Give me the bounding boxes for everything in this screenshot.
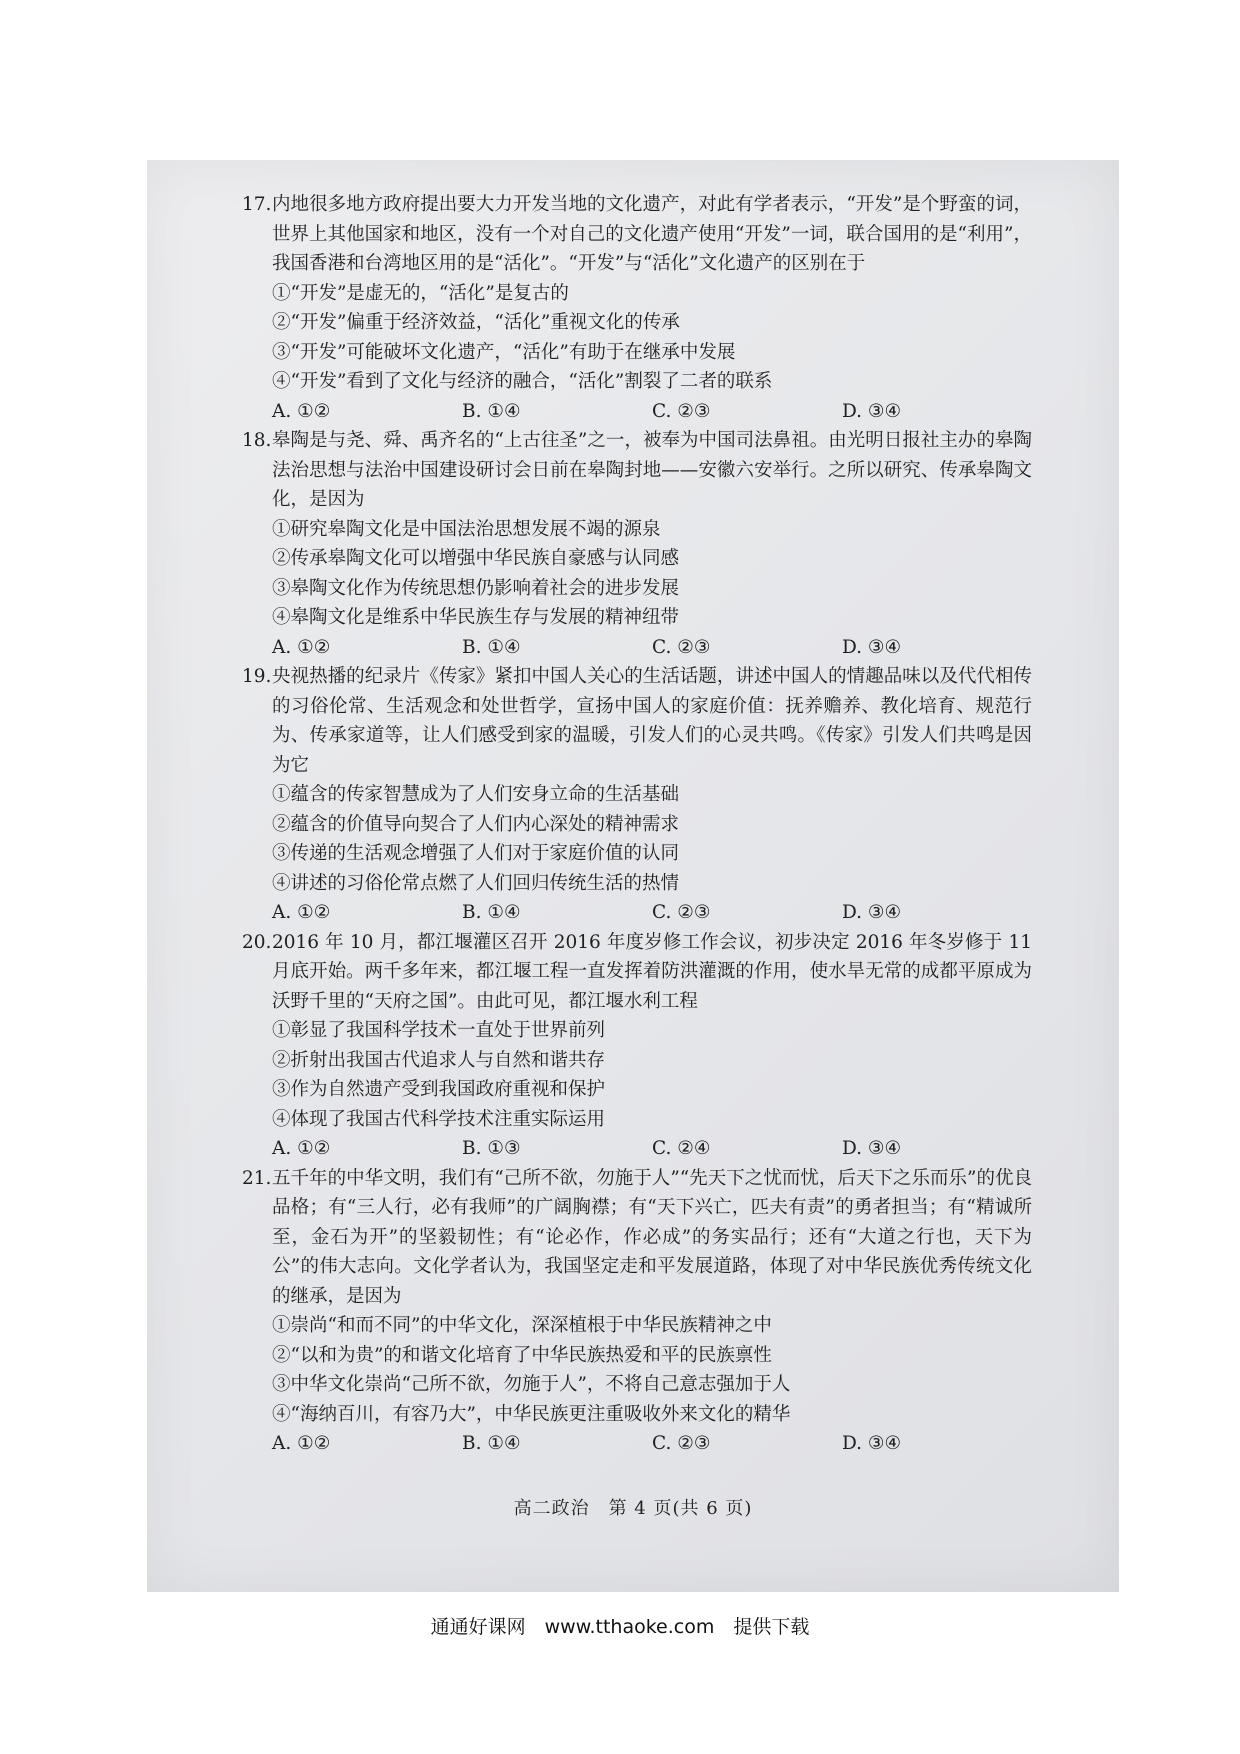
question-stem [242, 190, 1032, 279]
answer-c: C. ②④ [652, 1138, 711, 1159]
question-19 [242, 662, 1032, 928]
option-2: ②传承皋陶文化可以增强中华民族自豪感与认同感 [272, 548, 680, 569]
option-1: ①彰显了我国科学技术一直处于世界前列 [272, 1020, 606, 1041]
question-21 [242, 1164, 1032, 1459]
option-3: ③“开发”可能破坏文化遗产，“活化”有助于在继承中发展 [272, 341, 736, 363]
exam-page-photo [147, 160, 1119, 1592]
answer-choices [272, 898, 1032, 928]
answer-b: B. ①③ [462, 1138, 521, 1159]
question-text: 皋陶是与尧、舜、禹齐名的“上古往圣”之一，被奉为中国司法鼻祖。由光明日报社主办的皋陶法治思想与法治中国建设研讨会日前在皋陶封地——安徽六安举行。之所以研究、传承皋陶文化，是因为 [272, 430, 1032, 510]
option-3: ③皋陶文化作为传统思想仍影响着社会的进步发展 [272, 577, 680, 599]
option-4: ④皋陶文化是维系中华民族生存与发展的精神纽带 [272, 607, 680, 628]
question-number: 20. [242, 931, 272, 953]
answer-d: D. ③④ [842, 902, 902, 923]
option-3: ③传递的生活观念增强了人们对于家庭价值的认同 [272, 843, 680, 864]
option-1: ①崇尚“和而不同”的中华文化，深深植根于中华民族精神之中 [272, 1315, 772, 1336]
answer-choices [272, 1134, 1032, 1164]
question-text: 2016 年 10 月，都江堰灌区召开 2016 年度岁修工作会议，初步决定 2016 年冬岁修于 11 月底开始。两千多年来，都江堰工程一直发挥着防洪灌溉的作用，使水旱无常的成都平原成为沃野千里的“天府之国”。由此可见，都江堰水利工程 [272, 931, 1032, 1012]
option-4: ④讲述的习俗伦常点燃了人们回归传统生活的热情 [272, 872, 680, 894]
answer-choices [272, 633, 1032, 663]
answer-c: C. ②③ [652, 400, 711, 422]
answer-b: B. ①④ [462, 636, 521, 658]
question-number: 18. [242, 430, 272, 451]
question-stem [242, 1164, 1032, 1312]
option-4: ④“开发”看到了文化与经济的融合，“活化”割裂了二者的联系 [272, 371, 773, 392]
answer-d: D. ③④ [842, 400, 902, 422]
answer-b: B. ①④ [462, 400, 521, 422]
answer-d: D. ③④ [842, 636, 902, 658]
question-20 [242, 928, 1032, 1164]
question-text: 五千年的中华文明，我们有“己所不欲，勿施于人”“先天下之忧而忧，后天下之乐而乐”的优良品格；有“三人行，必有我师”的广阔胸襟；有“天下兴亡，匹夫有责”的勇者担当；有“精诚所至，金石为开”的坚毅韧性；有“论必作，作必成”的务实品行；还有“大道之行也，天下为公”的伟大志向。文化学者认为，我国坚定走和平发展道路，体现了对中华民族优秀传统文化的继承，是因为 [272, 1167, 1032, 1307]
option-1: ①研究皋陶文化是中国法治思想发展不竭的源泉 [272, 518, 661, 540]
answer-a: A. ①② [272, 636, 331, 658]
option-2: ②“以和为贵”的和谐文化培育了中华民族热爱和平的民族禀性 [272, 1344, 772, 1366]
option-1: ①“开发”是虚无的，“活化”是复古的 [272, 282, 569, 304]
answer-c: C. ②③ [652, 902, 711, 923]
answer-choices [272, 1429, 1032, 1459]
answer-b: B. ①④ [462, 902, 521, 923]
option-2: ②“开发”偏重于经济效益，“活化”重视文化的传承 [272, 312, 680, 333]
answer-choices [272, 397, 1032, 427]
question-text: 央视热播的纪录片《传家》紧扣中国人关心的生活话题，讲述中国人的情趣品味以及代代相传的习俗伦常、生活观念和处世哲学，宣扬中国人的家庭价值：抚养赡养、教化培育、规范行为、传承家道等，让人们感受到家的温暖，引发人们的心灵共鸣。《传家》引发人们共鸣是因为它 [272, 666, 1032, 776]
option-4: ④“海纳百川，有容乃大”，中华民族更注重吸收外来文化的精华 [272, 1403, 791, 1425]
site-credit: 通通好课网 www.tthaoke.com 提供下载 [430, 1616, 810, 1638]
question-number: 17. [242, 194, 272, 215]
answer-a: A. ①② [272, 1138, 331, 1159]
page-footer: 高二政治 第 4 页(共 6 页) [513, 1498, 753, 1519]
question-18 [242, 426, 1032, 662]
answer-d: D. ③④ [842, 1433, 902, 1454]
answer-a: A. ①② [272, 400, 331, 422]
question-stem [242, 662, 1032, 780]
question-17 [242, 190, 1032, 426]
question-text: 内地很多地方政府提出要大力开发当地的文化遗产，对此有学者表示，“开发”是个野蛮的词，世界上其他国家和地区，没有一个对自己的文化遗产使用“开发”一词，联合国用的是“利用”，我国香港和台湾地区用的是“活化”。“开发”与“活化”文化遗产的区别在于 [272, 194, 1032, 274]
answer-b: B. ①④ [462, 1433, 521, 1454]
option-2: ②蕴含的价值导向契合了人们内心深处的精神需求 [272, 813, 680, 835]
question-stem [242, 928, 1032, 1017]
option-1: ①蕴含的传家智慧成为了人们安身立命的生活基础 [272, 784, 680, 805]
option-4: ④体现了我国古代科学技术注重实际运用 [272, 1108, 606, 1130]
option-2: ②折射出我国古代追求人与自然和谐共存 [272, 1049, 606, 1071]
answer-c: C. ②③ [652, 1433, 711, 1454]
answer-d: D. ③④ [842, 1138, 902, 1159]
exam-content [242, 190, 1032, 1459]
option-3: ③中华文化崇尚“己所不欲，勿施于人”，不将自己意志强加于人 [272, 1374, 791, 1395]
question-number: 19. [242, 666, 272, 687]
question-number: 21. [242, 1167, 272, 1189]
answer-a: A. ①② [272, 902, 331, 923]
answer-c: C. ②③ [652, 636, 711, 658]
answer-a: A. ①② [272, 1433, 331, 1454]
question-stem [242, 426, 1032, 515]
option-3: ③作为自然遗产受到我国政府重视和保护 [272, 1079, 606, 1100]
